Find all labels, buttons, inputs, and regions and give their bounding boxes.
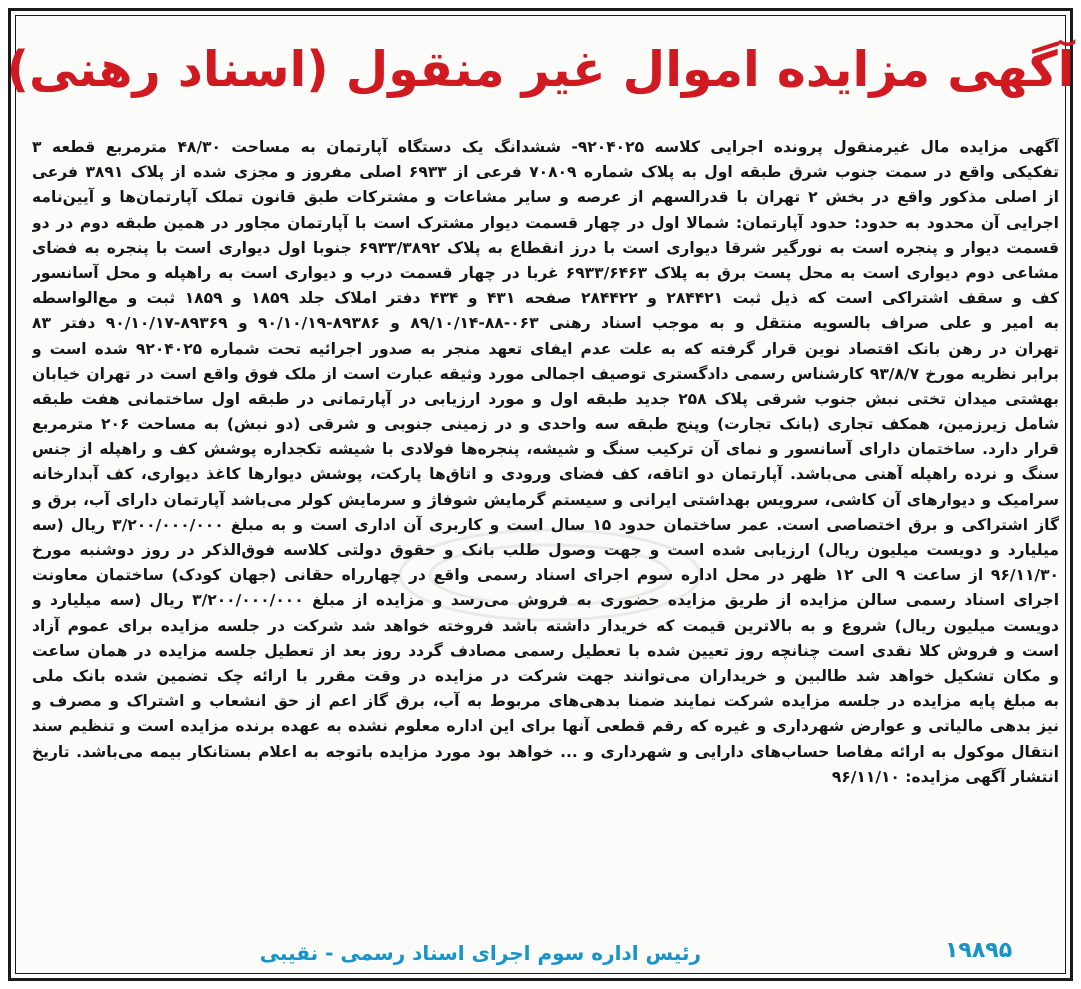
notice-body-line: اجرای اسناد رسمی سالن مزایده از طریق مزایده حضوری به فروش می‌رسد و مزایده از مبلغ ۳/۲۰۰/۰۰۰/۰۰۰ ریال (سه میلیارد و bbox=[32, 591, 1059, 610]
notice-body-line: آگهی مزایده مال غیرمنقول پرونده اجرایی کلاسه ۹۲۰۴۰۲۵- ششدانگ یک دستگاه آپارتمان به مساحت ۴۸/۳۰ مترمربع قطعه ۳ bbox=[32, 138, 1059, 156]
notice-body-line: است و فروش کلا نقدی است چنانچه روز تعیین شده با تعطیل رسمی مصادف گردد روز بعد از تعطیل جلسه مزایده در همان ساعت bbox=[32, 641, 1059, 660]
notice-body-line: میلیارد و دویست میلیون ریال) ارزیابی شده است و جهت وصول طلب بانک و حقوق دولتی کلاسه فوق‌الذکر در روز دوشنبه مورخ bbox=[32, 541, 1059, 559]
ad-code-number: ۱۹۸۹۵ bbox=[945, 938, 1013, 963]
notice-body-line: قرار دارد. ساختمان دارای آسانسور و نمای آن ترکیب سنگ و شیشه، پنجره‌ها فولادی با شیشه تکجداره پوشش کف و راهپله از جنس bbox=[32, 440, 1059, 459]
signature-line: رئیس اداره سوم اجرای اسناد رسمی - نقیبی bbox=[259, 941, 701, 965]
notice-body-line: شامل زیرزمین، همکف تجاری (بانک تجارت) وپنج طبقه سه واحدی و در زمینی جنوبی و شرقی (دو نبش) به مساحت ۲۰۶ مترمربع bbox=[32, 415, 1059, 434]
notice-body-line: سنگ و نرده راهپله آهنی می‌باشد. آپارتمان دو اتاقه، کف فضای ورودی و اتاق‌ها پارکت، پوشش دیوارها کاغذ دیواری، کف آبدارخانه bbox=[32, 465, 1059, 484]
notice-body-line: به مبلغ پایه مزایده در جلسه مزایده شرکت نمایند ضمنا بدهی‌های مربوط به آب، برق گاز اعم از حق انشعاب و اشتراک و مصرف و bbox=[32, 692, 1059, 711]
notice-body-line: ۹۶/۱۱/۳۰ از ساعت ۹ الی ۱۲ ظهر در محل اداره سوم اجرای اسناد رسمی واقع در چهارراه حقانی (جهان کودک) ساختمان معاونت bbox=[32, 566, 1059, 585]
notice-body-line: اجرایی آن محدود به حدود: حدود آپارتمان: شمالا اول در چهار قسمت دیوار مشترک است با آپارتمان مجاور در همین طبقه دوم در دو bbox=[32, 213, 1059, 232]
notice-body bbox=[32, 135, 1059, 790]
notice-body-line: بهشتی میدان تختی نبش جنوب شرقی پلاک ۲۵۸ جدید طبقه اول و مورد ارزیابی در آپارتمانی در طبقه اول ساختمانی هفت طبقه bbox=[32, 389, 1059, 408]
notice-body-line: مشاعی دوم دیواری است به محل پست برق به پلاک ۶۹۳۳/۶۴۶۳ غربا در چهار قسمت درب و دیواری است به راهپله و محل آسانسور bbox=[32, 263, 1059, 282]
notice-body-line: تهران در رهن بانک اقتصاد نوین قرار گرفته که به علت عدم ایفای تعهد منجر به صدور اجرائیه تحت شماره ۹۲۰۴۰۲۵ شده است و bbox=[32, 339, 1059, 358]
notice-title: آگهی مزایده اموال غیر منقول (اسناد رهنی) bbox=[6, 41, 1075, 98]
notice-body-line: تفکیکی واقع در سمت جنوب شرق طبقه اول به پلاک شماره ۷۰۸۰۹ فرعی از ۶۹۳۳ اصلی مفروز و مجزی شده از پلاک ۳۸۹۱ فرعی bbox=[32, 163, 1059, 182]
notice-body-line: و مکان تشکیل خواهد شد طالبین و خریداران می‌توانند جهت شرکت در مزایده در وقت مقرر با ارائه چک تضمین شده بانک ملی bbox=[32, 666, 1059, 685]
notice-body-line: قسمت دیوار و پنجره است به نورگیر شرقا دیواری است با درز انقطاع به پلاک ۶۹۳۳/۳۸۹۲ جنوبا اول دیواری است با پنجره به فضای bbox=[32, 238, 1059, 257]
notice-body-line: نیز بدهی مالیاتی و عوارض شهرداری و غیره که رقم قطعی آنها برای این اداره معلوم نشده به عهده برنده مزایده است و تنظیم سند bbox=[32, 717, 1059, 736]
notice-body-line: گاز اشتراکی و برق اختصاصی است. عمر ساختمان حدود ۱۵ سال است و کاربری آن اداری است و به مبلغ ۳/۲۰۰/۰۰۰/۰۰۰ ریال (سه bbox=[32, 515, 1059, 534]
notice-body-line: کف و سقف اشتراکی است که ذیل ثبت ۲۸۴۴۲۱ و ۲۸۴۴۲۲ صفحه ۴۳۱ و ۴۳۴ دفتر املاک جلد ۱۸۵۹ و ۱۸۵۹ ثبت و مع‌الواسطه bbox=[32, 289, 1059, 308]
notice-body-line: انتشار آگهی مزایده: ۹۶/۱۱/۱۰ bbox=[831, 767, 1059, 786]
notice-body-line: برابر نظریه مورخ ۹۳/۸/۷ کارشناس رسمی دادگستری توصیف اجمالی مورد وثیقه عبارت است از ملک فوق واقع است در تهران خیابان bbox=[32, 364, 1059, 383]
notice-body-line: دویست میلیون ریال) شروع و به بالاترین قیمت که خریدار داشته باشد فروخته خواهد شد شرکت در جلسه مزایده برای عموم آزاد bbox=[32, 616, 1059, 635]
notice-body-line: سرامیک و دیوارهای آن کاشی، سرویس بهداشتی ایرانی و سیستم گرمایش شوفاژ و سرمایش کولر می‌باشد آپارتمان دارای آب، برق و bbox=[32, 490, 1059, 509]
notice-body-line: انتقال موکول به ارائه مفاصا حساب‌های دارایی و شهرداری و ... خواهد بود مورد مزایده باتوجه به اعلام بستانکار بیمه می‌باشد. تاریخ bbox=[32, 742, 1059, 761]
notice-body-line: از اصلی مذکور واقع در بخش ۲ تهران با قدرالسهم از عرصه و سایر مشاعات و مشترکات طبق قانون تملک آپارتمان‌ها و آیین‌نامه bbox=[32, 188, 1059, 207]
notice-body-line: به امیر و علی صراف بالسویه منتقل و به موجب اسناد رهنی ۰۶۳-۸۸-۸۹/۱۰/۱۴ و ۸۹۳۸۶-۹۰/۱۰/۱۹ و ۸۹۳۶۹-۹۰/۱۰/۱۷ دفتر ۸۳ bbox=[32, 314, 1059, 333]
